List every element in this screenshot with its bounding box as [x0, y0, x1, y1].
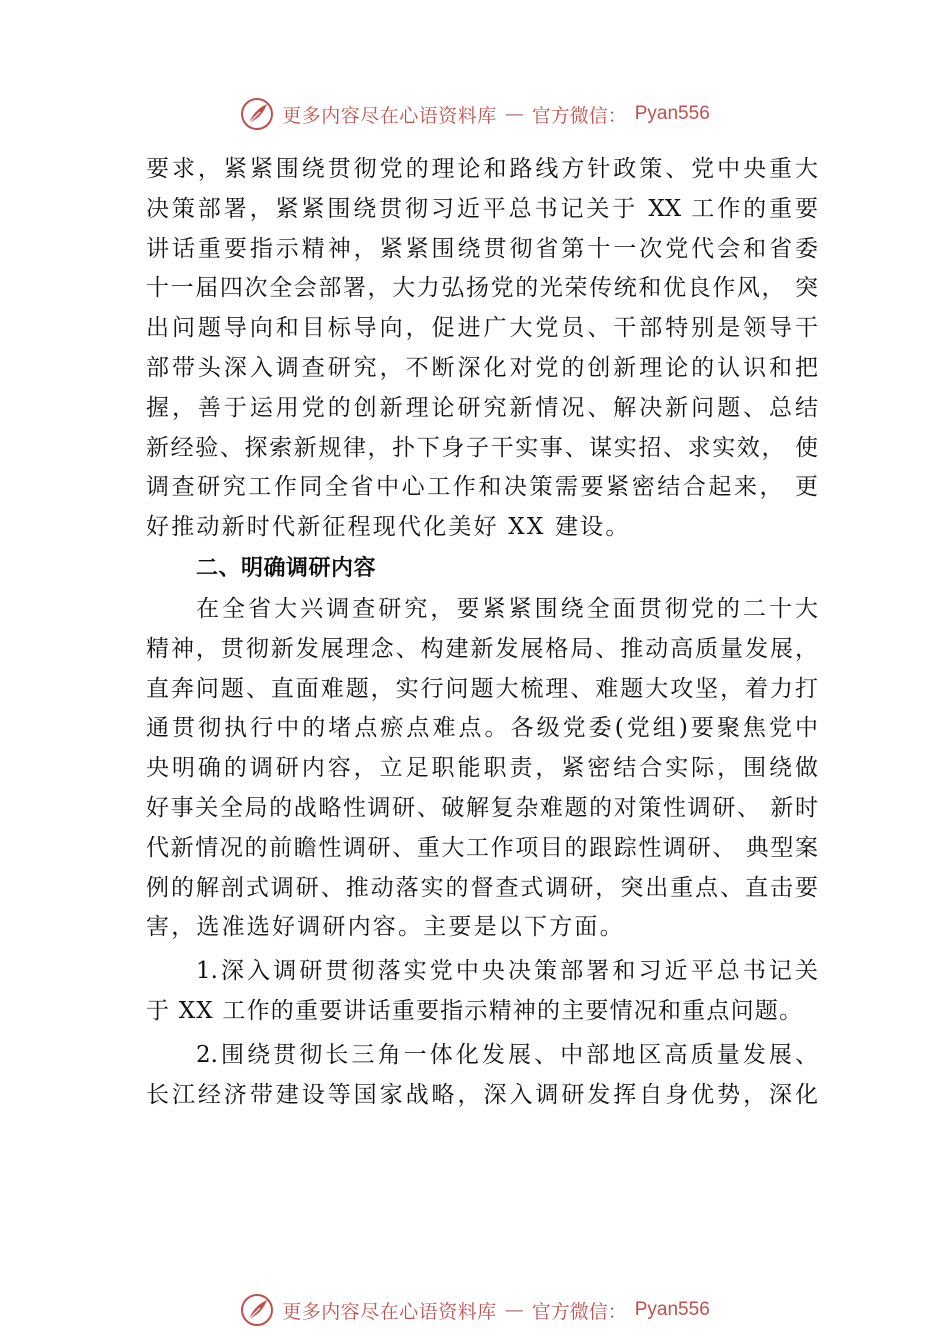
header-watermark — [0, 94, 950, 134]
text-line: 例的解剖式调研、推动落实的督查式调研，突出重点、直击要 — [146, 874, 818, 901]
watermark-separator: — — [504, 103, 524, 125]
text-line: 害，选准选好调研内容。主要是以下方面。 — [146, 914, 625, 941]
section-heading: 二、明确调研内容 — [196, 555, 377, 581]
footer-watermark — [0, 1290, 950, 1330]
text-line: 新经验、探索新规律，扑下身子干实事、谋实招、求实效， 使 — [146, 434, 818, 461]
text-line: 讲话重要指示精神，紧紧围绕贯彻省第十一次党代会和省委 — [146, 235, 818, 262]
text-line: 精神，贯彻新发展理念、构建新发展格局、推动高质量发展， — [146, 635, 818, 662]
watermark-text: 更多内容尽在心语资料库 — [282, 104, 497, 127]
text-line: 出问题导向和目标导向，促进广大党员、干部特别是领导干 — [146, 315, 818, 342]
text-line: 十一届四次全会部署，大力弘扬党的光荣传统和优良作风， 突 — [146, 275, 818, 302]
text-line: 直奔问题、直面难题，实行问题大梳理、难题大攻坚，着力打 — [146, 675, 818, 702]
paragraph-continuation — [146, 150, 818, 548]
watermark-separator: — — [504, 1299, 524, 1321]
text-line: 决策部署，紧紧围绕贯彻习近平总书记关于 XX 工作的重要 — [146, 195, 818, 222]
watermark-contact-id: Pyan556 — [634, 1299, 710, 1320]
text-line: 央明确的调研内容，立足职能职责，紧密结合实际，围绕做 — [146, 755, 818, 782]
text-line: 要求，紧紧围绕贯彻党的理论和路线方针政策、党中央重大 — [146, 156, 818, 182]
text-line: 代新情况的前瞻性调研、重大工作项目的跟踪性调研、 典型案 — [146, 834, 818, 861]
text-line: 握，善于运用党的创新理论研究新情况、解决新问题、总结 — [146, 394, 818, 421]
watermark-contact-label: 官方微信： — [531, 104, 627, 127]
text-line: 于 XX 工作的重要讲话重要指示精神的主要情况和重点问题。 — [146, 997, 804, 1024]
feather-pen-icon — [240, 97, 274, 131]
text-line: 2.围绕贯彻长三角一体化发展、中部地区高质量发展、 — [196, 1041, 818, 1068]
text-line: 通贯彻执行中的堵点瘀点难点。各级党委(党组)要聚焦党中 — [146, 715, 818, 742]
paragraph-body — [146, 590, 818, 948]
paragraph-item-1 — [146, 952, 818, 1032]
text-line: 在全省大兴调查研究，要紧紧围绕全面贯彻党的二十大 — [196, 595, 818, 622]
watermark-text: 更多内容尽在心语资料库 — [282, 1300, 497, 1323]
text-line: 长江经济带建设等国家战略，深入调研发挥自身优势，深化 — [146, 1081, 818, 1108]
feather-pen-icon — [240, 1293, 274, 1327]
paragraph-item-2 — [146, 1036, 818, 1116]
text-line: 好推动新时代新征程现代化美好 XX 建设。 — [146, 514, 631, 541]
watermark-contact-id: Pyan556 — [634, 103, 710, 124]
text-line: 好事关全局的战略性调研、破解复杂难题的对策性调研、 新时 — [146, 794, 818, 821]
text-line: 部带头深入调查研究，不断深化对党的创新理论的认识和把 — [146, 354, 818, 381]
text-line: 1.深入调研贯彻落实党中央决策部署和习近平总书记关 — [196, 958, 818, 985]
watermark-contact-label: 官方微信： — [531, 1300, 627, 1323]
text-line: 调查研究工作同全省中心工作和决策需要紧密结合起来， 更 — [146, 474, 818, 501]
document-body — [146, 150, 818, 1115]
